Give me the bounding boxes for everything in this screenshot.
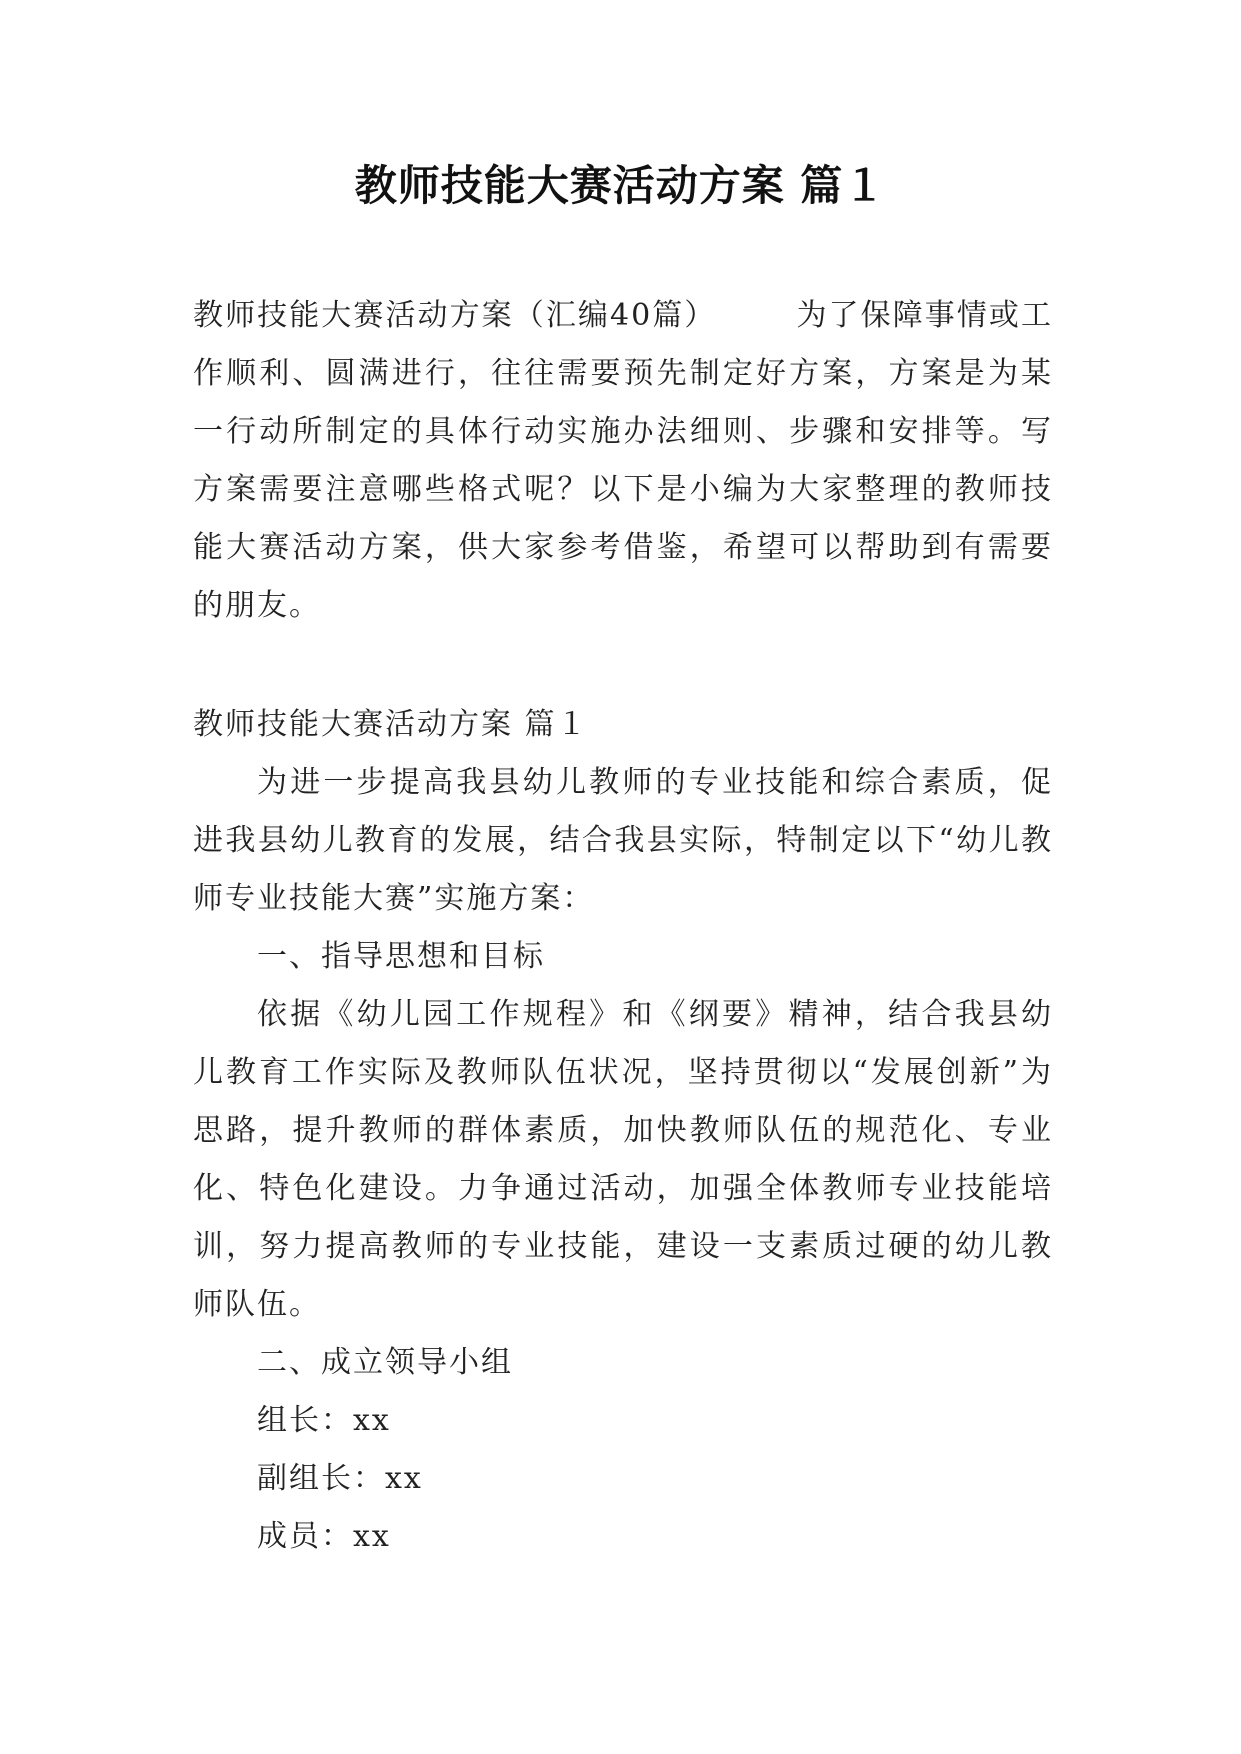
- intro-lead: 教师技能大赛活动方案（汇编40篇）: [193, 298, 717, 333]
- intro-paragraph: [193, 287, 1053, 635]
- document-title: 教师技能大赛活动方案 篇１: [354, 161, 887, 210]
- section-heading: 教师技能大赛活动方案 篇１: [193, 707, 589, 742]
- article-paragraph: 依据《幼儿园工作规程》和《纲要》精神，结合我县幼儿教育工作实际及教师队伍状况，坚持贯彻以“发展创新”为思路，提升教师的群体素质，加快教师队伍的规范化、专业化、特色化建设。力争通过活动，加强全体教师专业技能培训，努力提高教师的专业技能，建设一支素质过硬的幼儿教师队伍。: [193, 997, 1053, 1322]
- article-line-deputy-leader: 副组长：xx: [257, 1461, 423, 1496]
- article-line-leader: 组长：xx: [257, 1403, 391, 1438]
- article-paragraph: 为进一步提高我县幼儿教师的专业技能和综合素质，促进我县幼儿教育的发展，结合我县实际，特制定以下“幼儿教师专业技能大赛”实施方案：: [193, 765, 1053, 916]
- article-body: [193, 754, 1053, 1566]
- article-line-members: 成员：xx: [257, 1519, 391, 1554]
- intro-text: 为了保障事情或工作顺利、圆满进行，往往需要预先制定好方案，方案是为某一行动所制定的具体行动实施办法细则、步骤和安排等。写方案需要注意哪些格式呢？以下是小编为大家整理的教师技能大赛活动方案，供大家参考借鉴，希望可以帮助到有需要的朋友。: [193, 298, 1053, 623]
- article-heading-leadership-group: 二、成立领导小组: [257, 1345, 513, 1380]
- article-heading-guiding-ideas: 一、指导思想和目标: [257, 939, 545, 974]
